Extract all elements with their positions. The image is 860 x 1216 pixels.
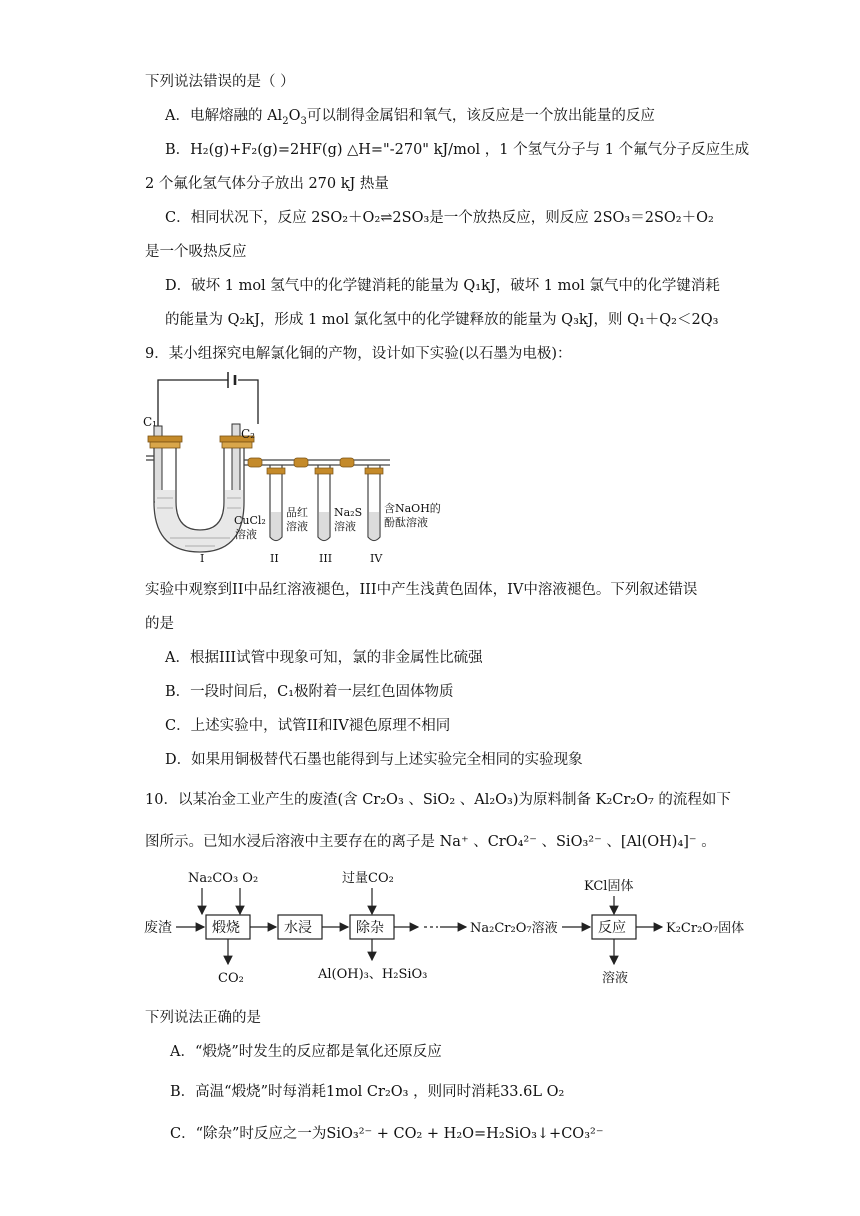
q8-option-b-line1: B．H₂(g)+F₂(g)=2HF(g) △H="-270" kJ/mol ，1 个氢气分子与 1 个氟气分子反应生成 bbox=[165, 142, 750, 158]
q9-observation-line2: 的是 bbox=[145, 616, 174, 632]
q8-option-b-line2: 2 个氟化氢气体分子放出 270 kJ 热量 bbox=[145, 176, 389, 192]
flow-end-product: K₂Cr₂O₇固体 bbox=[666, 921, 745, 936]
label-cucl2: CuCl₂ bbox=[234, 514, 266, 527]
battery-icon bbox=[228, 372, 235, 388]
q8-option-d-line2: 的能量为 Q₂kJ，形成 1 mol 氯化氢中的化学键释放的能量为 Q₃kJ，则 Q₁＋Q₂＜2Q₃ bbox=[165, 312, 719, 328]
q10-option-c: C．“除杂”时反应之一为SiO₃²⁻ + CO₂ + H₂O=H₂SiO₃↓+CO₃²⁻ bbox=[170, 1126, 604, 1142]
circuit-wire bbox=[158, 380, 258, 434]
flow-mid-solution: Na₂Cr₂O₇溶液 bbox=[470, 921, 558, 936]
label-na2s-solution: 溶液 bbox=[334, 520, 356, 533]
electrolysis-apparatus-figure bbox=[140, 372, 460, 568]
flow-output-solution: 溶液 bbox=[602, 971, 629, 986]
q9-observation-line1: 实验中观察到II中品红溶液褪色，III中产生浅黄色固体，IV中溶液褪色。下列叙述错误 bbox=[145, 582, 698, 598]
flow-start-waste: 废渣 bbox=[144, 920, 172, 936]
q8-option-c-line1: C．相同状况下，反应 2SO₂＋O₂⇌2SO₃是一个放热反应，则反应 2SO₃＝2SO₂＋O₂ bbox=[165, 210, 714, 226]
label-i: I bbox=[200, 552, 205, 565]
q8-stem: 下列说法错误的是（ ） bbox=[145, 74, 295, 90]
q8-option-d-line1: D．破坏 1 mol 氢气中的化学键消耗的能量为 Q₁kJ，破坏 1 mol 氯气中的化学键消耗 bbox=[165, 278, 720, 294]
label-pinhong: 品红 bbox=[286, 506, 308, 519]
q10-option-b: B．高温“煅烧”时每消耗1mol Cr₂O₃ ，则同时消耗33.6L O₂ bbox=[170, 1084, 565, 1100]
flow-box-purify-label: 除杂 bbox=[356, 920, 384, 936]
q9-option-c: C．上述实验中，试管II和IV褪色原理不相同 bbox=[165, 718, 451, 734]
q9-option-d: D．如果用铜极替代石墨也能得到与上述实验完全相同的实验现象 bbox=[165, 752, 583, 768]
label-c1: C₁ bbox=[143, 415, 157, 429]
label-c2: C₂ bbox=[241, 427, 255, 441]
q10-option-a: A．“煅烧”时发生的反应都是氧化还原反应 bbox=[170, 1044, 442, 1060]
label-iii: III bbox=[319, 552, 333, 565]
flow-input-kcl: KCl固体 bbox=[584, 879, 634, 894]
label-naoh: 含NaOH的 bbox=[384, 502, 441, 515]
flow-output-co2: CO₂ bbox=[218, 971, 244, 986]
q8-option-a: A．电解熔融的 $Al_2O_3$可以制得金属铝和氧气，该反应是一个放出能量的反应 bbox=[165, 108, 655, 127]
q9-option-a: A．根据III试管中现象可知，氯的非金属性比硫强 bbox=[165, 650, 483, 666]
label-iv: IV bbox=[370, 552, 383, 565]
label-pinhong-solution: 溶液 bbox=[286, 520, 308, 533]
q10-stem-line2: 图所示。已知水浸后溶液中主要存在的离子是 Na⁺ 、CrO₄²⁻ 、SiO₃²⁻ 、[Al(OH)₄]⁻ 。 bbox=[145, 834, 716, 850]
label-cucl2-solution: 溶液 bbox=[235, 528, 257, 541]
label-phenolphthalein: 酚酞溶液 bbox=[384, 516, 428, 529]
q8-option-c-line2: 是一个吸热反应 bbox=[145, 244, 247, 260]
q10-stem-line1: 10．以某冶金工业产生的废渣(含 Cr₂O₃ 、SiO₂ 、Al₂O₃)为原料制备 K₂Cr₂O₇ 的流程如下 bbox=[145, 792, 731, 808]
flow-box-react-label: 反应 bbox=[598, 920, 626, 936]
flow-box-leach-label: 水浸 bbox=[284, 920, 312, 936]
q9-option-b: B．一段时间后，C₁极附着一层红色固体物质 bbox=[165, 684, 454, 700]
flow-output-precipitates: Al(OH)₃、H₂SiO₃ bbox=[318, 967, 428, 982]
label-ii: II bbox=[270, 552, 279, 565]
q9-stem: 9．某小组探究电解氯化铜的产物，设计如下实验(以石墨为电极)： bbox=[145, 346, 572, 362]
flow-input-na2co3-o2: Na₂CO₃ O₂ bbox=[188, 871, 259, 886]
flow-input-co2: 过量CO₂ bbox=[342, 871, 394, 886]
flow-box-calcine-label: 煅烧 bbox=[212, 920, 240, 936]
label-na2s: Na₂S bbox=[334, 506, 363, 519]
process-flow-diagram bbox=[140, 866, 760, 992]
q10-ask: 下列说法正确的是 bbox=[145, 1010, 261, 1026]
